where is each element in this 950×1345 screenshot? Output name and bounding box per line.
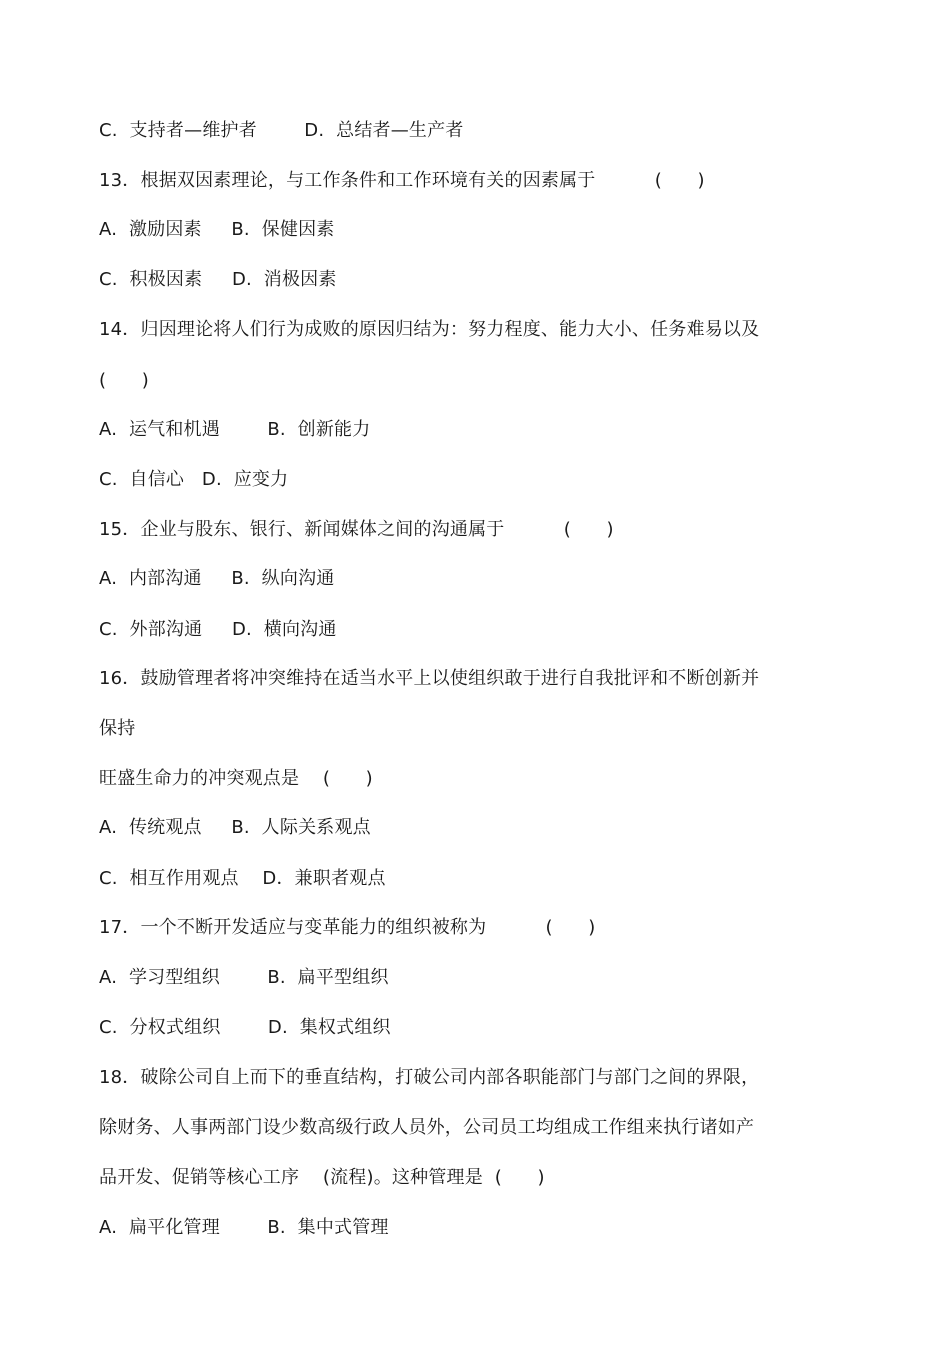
question-14: 14．归因理论将人们行为成败的原因归结为：努力程度、能力大小、任务难易以及	[99, 319, 760, 340]
q14-options-cd: C. 自信心 D. 应变力	[99, 469, 289, 490]
q17-options-ab: A. 学习型组织 B. 扁平型组织	[99, 967, 389, 988]
q13-options-ab: A. 激励因素 B. 保健因素	[99, 219, 335, 240]
question-18: 18．破除公司自上而下的垂直结构，打破公司内部各职能部门与部门之间的界限，	[99, 1067, 760, 1088]
question-15: 15．企业与股东、银行、新闻媒体之间的沟通属于 ( )	[99, 519, 614, 540]
question-17: 17．一个不断开发适应与变革能力的组织被称为 ( )	[99, 917, 596, 938]
q12-options-cd: C. 支持者—维护者 D. 总结者—生产者	[99, 120, 464, 141]
q15-options-ab: A. 内部沟通 B. 纵向沟通	[99, 568, 335, 589]
question-18-line-2: 除财务、人事两部门设少数高级行政人员外，公司员工均组成工作组来执行诸如产	[99, 1117, 755, 1138]
q17-options-cd: C. 分权式组织 D. 集权式组织	[99, 1017, 391, 1038]
question-16: 16．鼓励管理者将冲突维持在适当水平上以使组织敢于进行自我批评和不断创新并	[99, 668, 760, 689]
question-18-line-3: 品开发、促销等核心工序 (流程)。这种管理是 ( )	[99, 1167, 545, 1188]
question-13: 13．根据双因素理论，与工作条件和工作环境有关的因素属于 ( )	[99, 170, 705, 191]
question-16-line-3: 旺盛生命力的冲突观点是 ( )	[99, 768, 373, 789]
q13-options-cd: C. 积极因素 D. 消极因素	[99, 269, 337, 290]
question-14-answer-blank: ( )	[99, 370, 149, 391]
q16-options-ab: A. 传统观点 B. 人际关系观点	[99, 817, 371, 838]
q15-options-cd: C. 外部沟通 D. 横向沟通	[99, 619, 337, 640]
q14-options-ab: A. 运气和机遇 B. 创新能力	[99, 419, 371, 440]
q16-options-cd: C. 相互作用观点 D．兼职者观点	[99, 868, 386, 889]
question-16-line-2: 保持	[99, 718, 136, 739]
q18-options-ab: A. 扁平化管理 B. 集中式管理	[99, 1217, 389, 1238]
